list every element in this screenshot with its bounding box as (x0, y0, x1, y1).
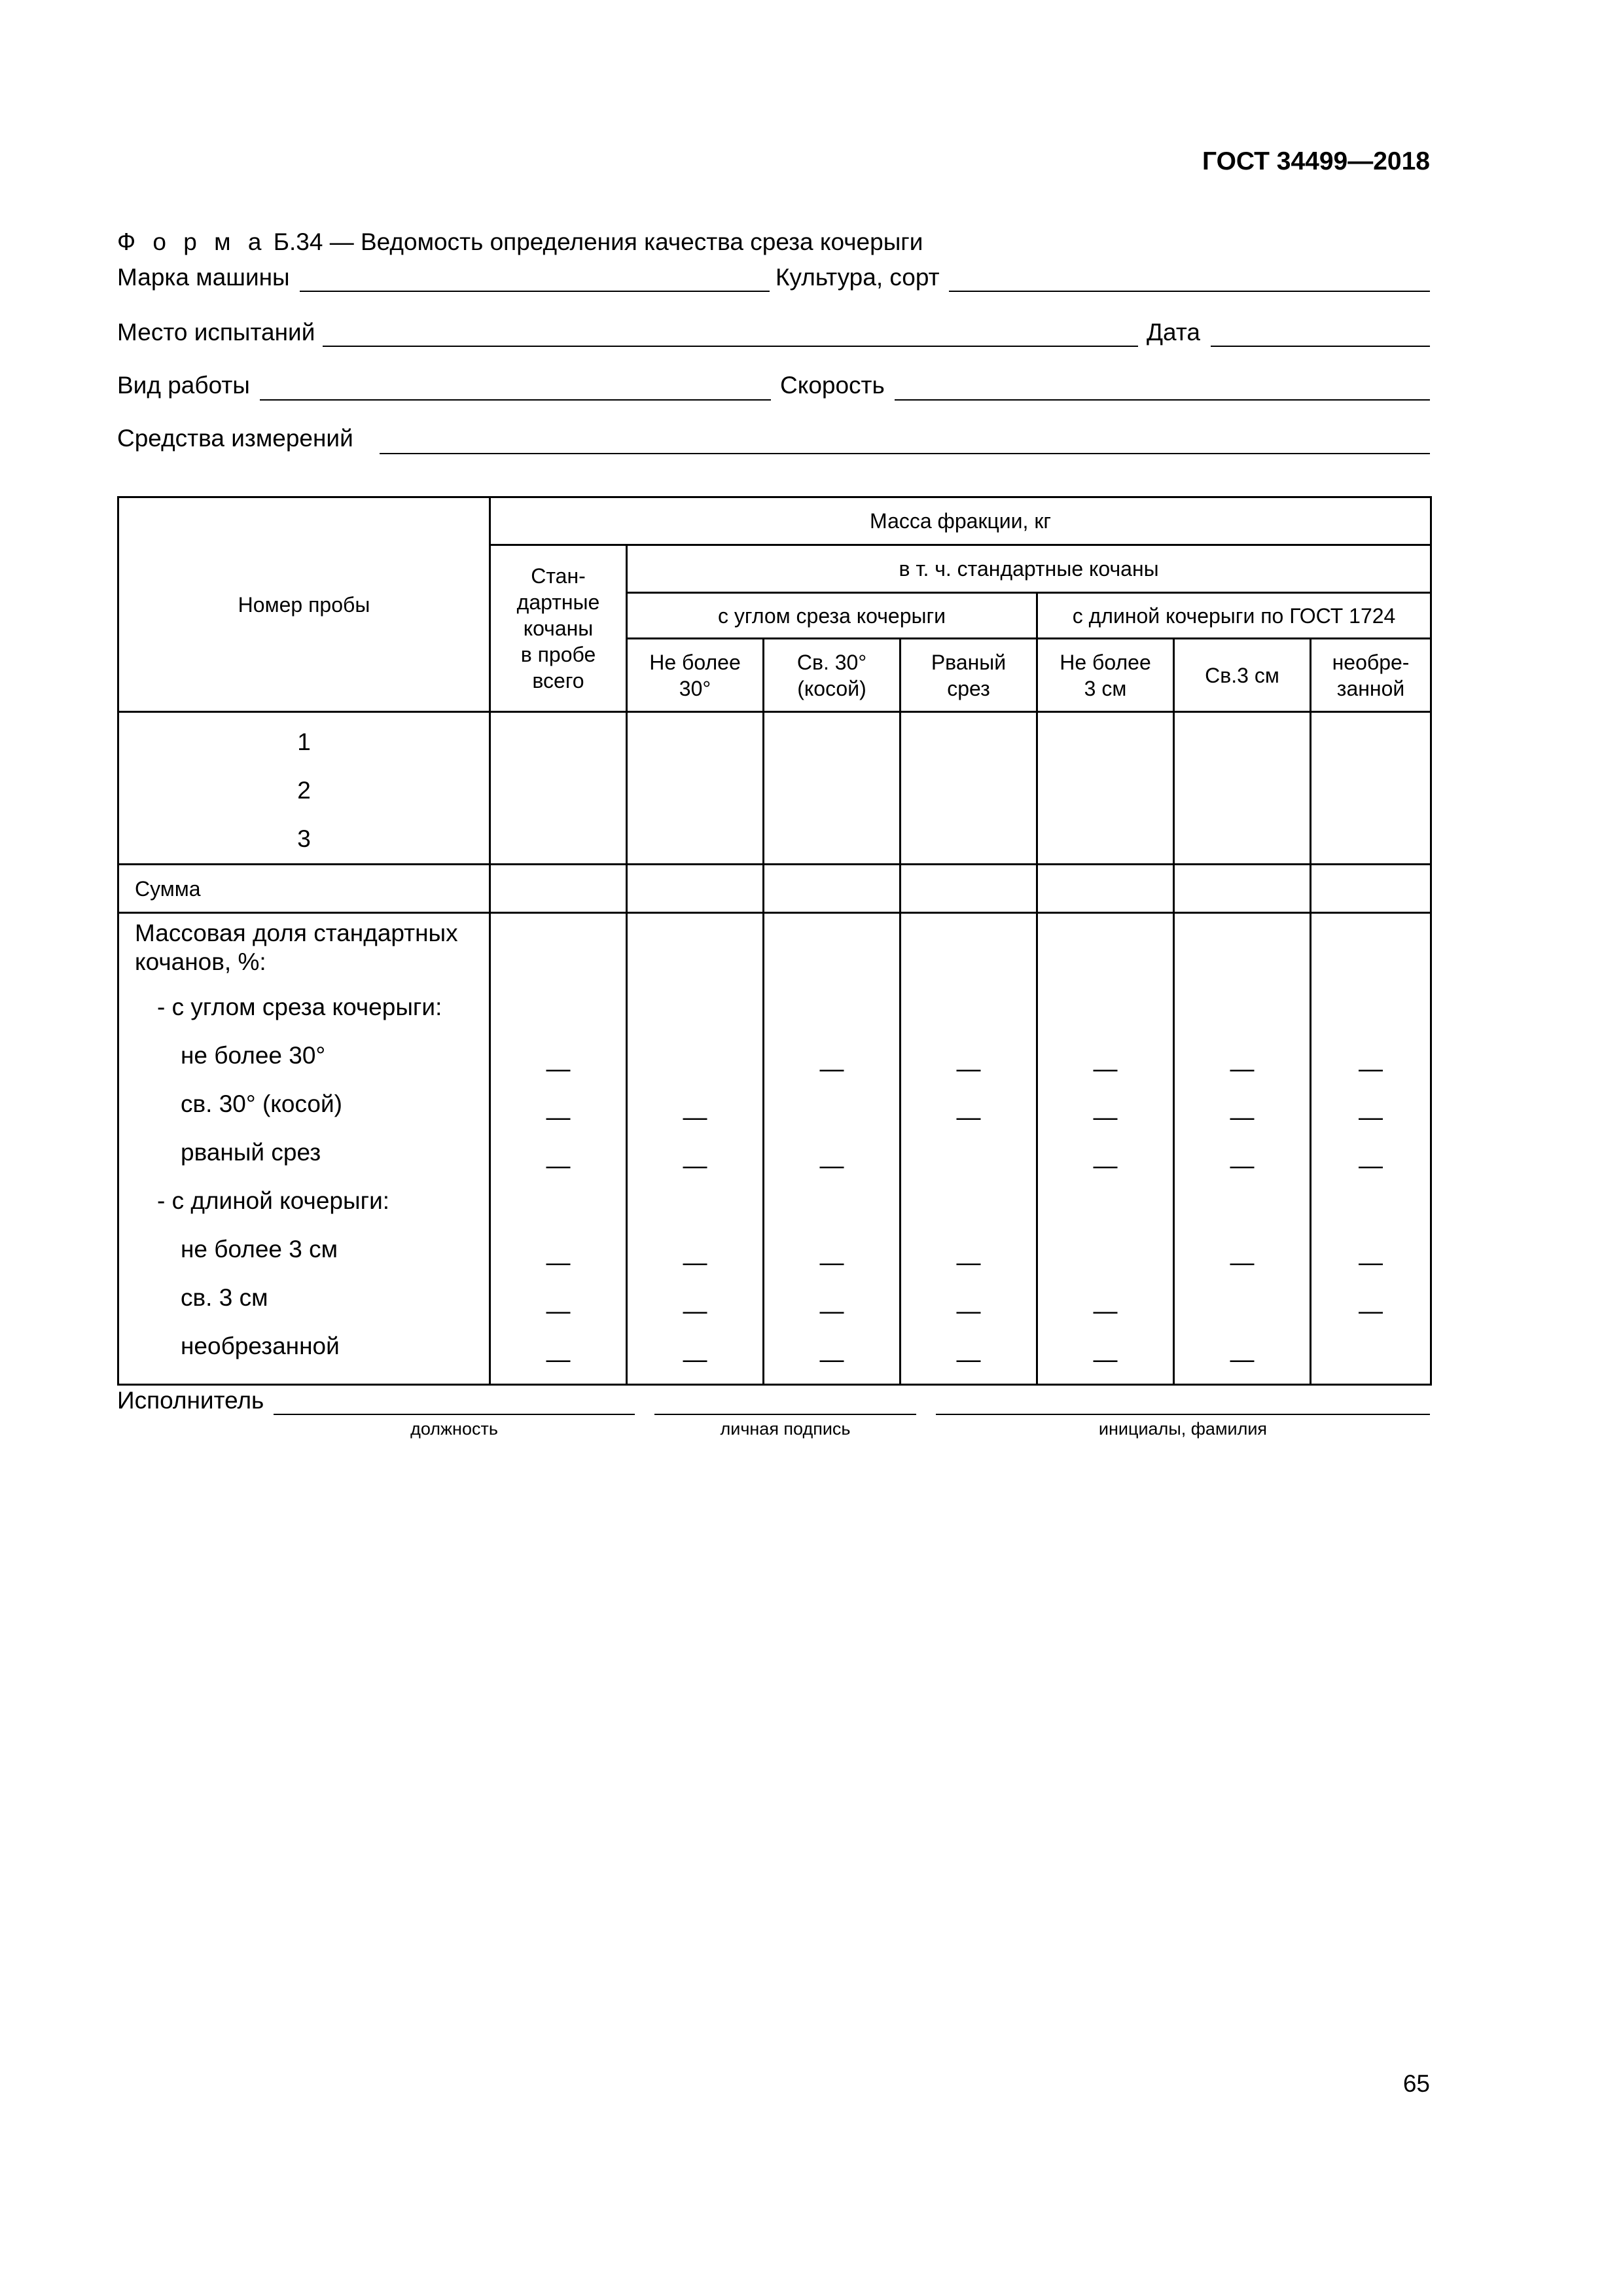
share-col-standard-total (490, 913, 627, 1385)
dash: — (1230, 1346, 1255, 1372)
instruments-label: Средства измерений (117, 425, 353, 452)
dash: — (1093, 1346, 1118, 1372)
dash: — (683, 1346, 707, 1372)
quality-table (117, 496, 1432, 1386)
table-cell[interactable] (764, 865, 901, 913)
header-incl-standard: в т. ч. стандартные кочаны (627, 545, 1431, 593)
dash: — (956, 1249, 981, 1276)
dash: — (1359, 1103, 1383, 1130)
dash: — (956, 1346, 981, 1372)
share-label: Массовая доля стандартных кочанов, %: (135, 920, 458, 975)
table-cell[interactable] (490, 865, 627, 913)
dash: — (546, 1152, 571, 1179)
document-code: ГОСТ 34499—2018 (1202, 147, 1430, 175)
form-title (117, 228, 923, 257)
share-line-le3: не более 3 см (181, 1236, 338, 1263)
header-length-gt3: Св.3 см (1174, 639, 1311, 712)
dash: — (546, 1346, 571, 1372)
date-label: Дата (1147, 319, 1200, 346)
table-cell[interactable] (901, 865, 1037, 913)
share-line-untrimmed: необрезанной (181, 1333, 340, 1359)
dash: — (956, 1297, 981, 1324)
table-cell[interactable] (1037, 865, 1174, 913)
place-label: Место испытаний (117, 319, 315, 346)
speed-label: Скорость (780, 372, 885, 399)
dash: — (1359, 1055, 1383, 1082)
share-line-angle-group: - с углом среза кочерыги: (157, 994, 442, 1020)
table-cell[interactable] (490, 712, 627, 865)
speed-field[interactable] (895, 399, 1430, 401)
work-field[interactable] (260, 399, 771, 401)
share-col-gt3 (1174, 913, 1311, 1385)
dash: — (819, 1297, 844, 1324)
share-line-gt3: св. 3 см (181, 1284, 268, 1311)
table-cell[interactable] (764, 712, 901, 865)
table-cell[interactable] (901, 712, 1037, 865)
share-line-length-group: - с длиной кочерыги: (157, 1187, 390, 1214)
header-angle-gt30: Св. 30° (косой) (764, 639, 901, 712)
dash: — (683, 1249, 707, 1276)
date-field[interactable] (1211, 346, 1430, 347)
dash: — (1230, 1249, 1255, 1276)
table-cell[interactable] (1311, 865, 1431, 913)
sample-number: 3 (297, 825, 311, 852)
sample-number: 1 (297, 728, 311, 755)
dash: — (683, 1297, 707, 1324)
header-sample-number: Номер пробы (118, 497, 490, 712)
header-standard-total: Стан- дартные кочаны в пробе всего (490, 545, 627, 712)
dash: — (956, 1055, 981, 1082)
sample-number: 2 (297, 777, 311, 804)
dash: — (956, 1103, 981, 1130)
share-line-gt30: св. 30° (косой) (181, 1090, 342, 1117)
place-field[interactable] (323, 346, 1138, 347)
header-mass: Масса фракции, кг (490, 497, 1431, 545)
dash: — (683, 1152, 707, 1179)
position-field[interactable] (274, 1414, 635, 1415)
table-cell[interactable] (1037, 712, 1174, 865)
signature-field[interactable] (654, 1414, 916, 1415)
dash: — (1093, 1297, 1118, 1324)
header-length-le3: Не более 3 см (1037, 639, 1174, 712)
dash: — (819, 1055, 844, 1082)
form-title-text: Б.34 — Ведомость определения качества среза кочерыги (266, 228, 923, 255)
table-cell[interactable] (627, 865, 764, 913)
share-col-le3 (1037, 913, 1174, 1385)
dash: — (819, 1152, 844, 1179)
header-untrimmed: необре- занной (1311, 639, 1431, 712)
sum-label: Сумма (118, 865, 490, 913)
dash: — (546, 1103, 571, 1130)
table-cell[interactable] (627, 712, 764, 865)
dash: — (1093, 1152, 1118, 1179)
share-line-ragged: рваный срез (181, 1139, 321, 1166)
dash: — (819, 1346, 844, 1372)
share-col-le30 (627, 913, 764, 1385)
work-label: Вид работы (117, 372, 250, 399)
dash: — (1230, 1152, 1255, 1179)
culture-label: Культура, сорт (776, 264, 940, 291)
machine-field[interactable] (300, 291, 770, 292)
share-line-le30: не более 30° (181, 1042, 326, 1069)
dash: — (1093, 1055, 1118, 1082)
header-angle-le30: Не более 30° (627, 639, 764, 712)
position-caption: должность (410, 1419, 498, 1439)
name-caption: инициалы, фамилия (1098, 1419, 1268, 1439)
machine-label: Марка машины (117, 264, 290, 291)
share-label-cell (118, 913, 490, 1385)
dash: — (819, 1249, 844, 1276)
dash: — (683, 1103, 707, 1130)
signature-caption: личная подпись (720, 1419, 851, 1439)
dash: — (1230, 1103, 1255, 1130)
table-cell[interactable] (1311, 712, 1431, 865)
dash: — (1359, 1297, 1383, 1324)
page-number: 65 (1402, 2070, 1430, 2097)
culture-field[interactable] (949, 291, 1430, 292)
sample-numbers-cell (118, 712, 490, 865)
share-col-gt30 (764, 913, 901, 1385)
table-cell[interactable] (1174, 712, 1311, 865)
dash: — (1230, 1055, 1255, 1082)
dash: — (546, 1249, 571, 1276)
header-ragged-cut: Рваный срез (901, 639, 1037, 712)
share-col-untrimmed (1311, 913, 1431, 1385)
name-field[interactable] (936, 1414, 1430, 1415)
dash: — (1359, 1152, 1383, 1179)
header-by-angle: с углом среза кочерыги (627, 593, 1037, 639)
instruments-field[interactable] (380, 453, 1430, 454)
header-by-length: с длиной кочерыги по ГОСТ 1724 (1037, 593, 1431, 639)
form-prefix: Ф о р м а (117, 228, 267, 255)
dash: — (546, 1297, 571, 1324)
share-col-ragged (901, 913, 1037, 1385)
table-cell[interactable] (1174, 865, 1311, 913)
performer-label: Исполнитель (117, 1387, 264, 1414)
dash: — (546, 1055, 571, 1082)
dash: — (1359, 1249, 1383, 1276)
dash: — (1093, 1103, 1118, 1130)
